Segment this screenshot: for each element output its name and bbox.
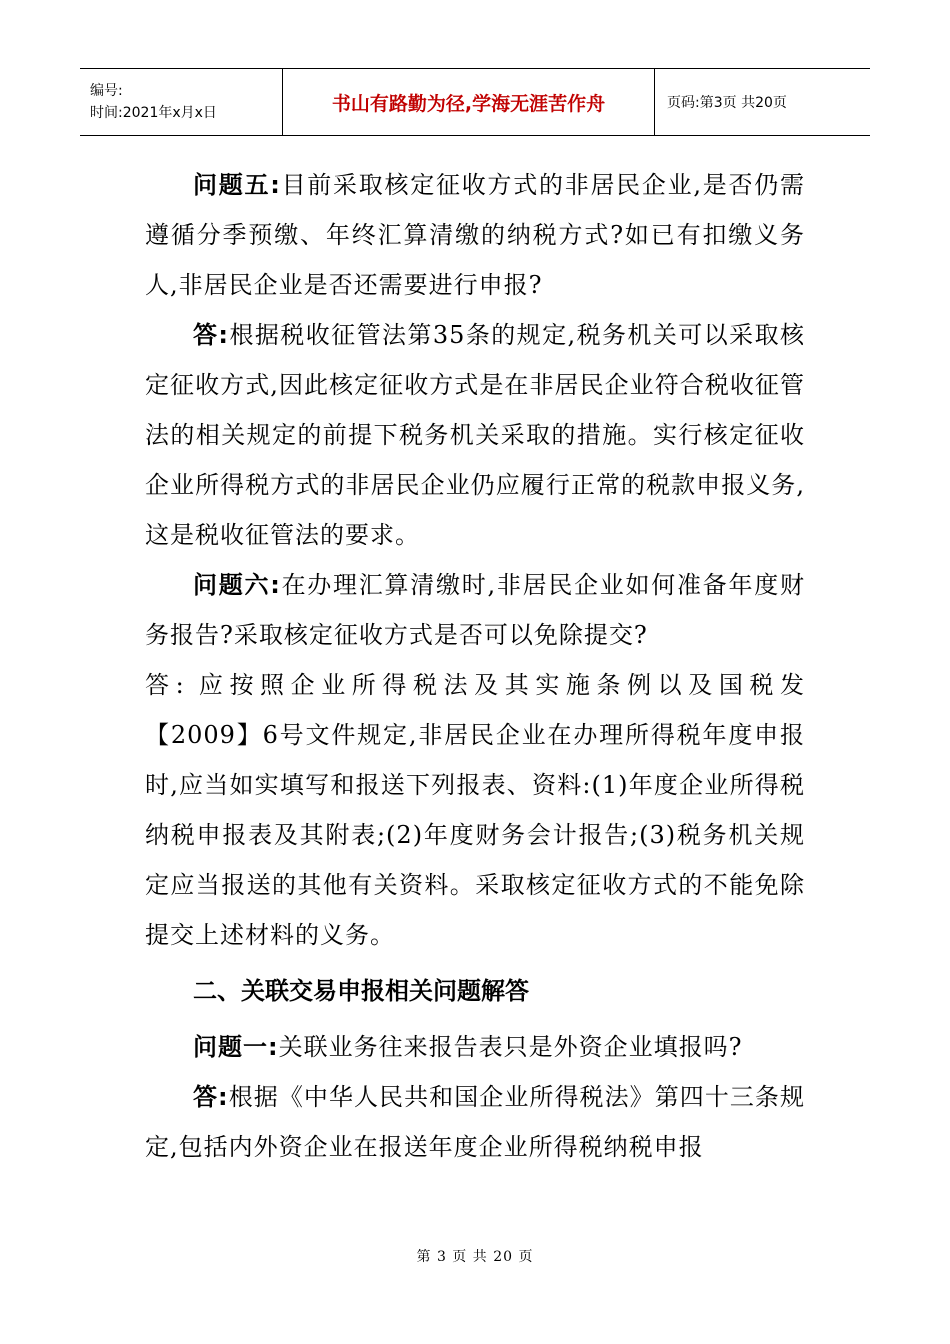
header-page-info: 页码:第3页 共20页 — [667, 95, 787, 111]
answer-5-text: 根据税收征管法第35条的规定,税务机关可以采取核定征收方式,因此核定征收方式是在非居民企业符合税收征管法的相关规定的前提下税务机关采取的措施。实行核定征收企业所得税方式的非居民企业仍应履行正常的税款申报义务,这是税收征管法的要求。 — [145, 321, 805, 549]
section-2-title: 二、关联交易申报相关问题解答 — [193, 977, 529, 1005]
section-2-question-1-text: 关联业务往来报告表只是外资企业填报吗? — [278, 1033, 743, 1061]
section-2-question-1-label: 问题一: — [193, 1033, 279, 1061]
question-6-text: 在办理汇算清缴时,非居民企业如何准备年度财务报告?采取核定征收方式是否可以免除提交? — [145, 571, 805, 649]
section-2-answer-1-label: 答: — [193, 1083, 229, 1111]
question-5-text: 目前采取核定征收方式的非居民企业,是否仍需遵循分季预缴、年终汇算清缴的纳税方式?如已有扣缴义务人,非居民企业是否还需要进行申报? — [145, 171, 805, 299]
section-2-question-1 — [145, 1022, 805, 1072]
number-label: 编号: — [90, 83, 123, 99]
time-label: 时间:2021年x月x日 — [90, 105, 217, 121]
section-2-answer-1-text: 根据《中华人民共和国企业所得税法》第四十三条规定,包括内外资企业在报送年度企业所得税纳税申报 — [145, 1083, 805, 1161]
document-body — [145, 160, 805, 1172]
page-footer: 第 3 页 共 20 页 — [416, 1249, 534, 1265]
section-2-answer-1 — [145, 1072, 805, 1172]
page-header — [80, 68, 870, 136]
answer-5 — [145, 310, 805, 560]
answer-5-label: 答: — [193, 321, 230, 349]
header-motto: 书山有路勤为径,学海无涯苦作舟 — [283, 69, 655, 135]
question-6 — [145, 560, 805, 660]
answer-6-text: 【2009】6号文件规定,非居民企业在办理所得税年度申报时,应当如实填写和报送下列报表、资料:(1)年度企业所得税纳税申报表及其附表;(2)年度财务会计报告;(3)税务机关规定应当报送的其他有关资料。采取核定征收方式的不能免除提交上述材料的义务。 — [145, 721, 805, 949]
question-5 — [145, 160, 805, 310]
header-meta — [80, 69, 283, 135]
answer-6-first-line: 答: 应按照企业所得税法及其实施条例以及国税发 — [145, 671, 805, 699]
question-5-label: 问题五: — [193, 171, 281, 199]
question-6-label: 问题六: — [193, 571, 281, 599]
